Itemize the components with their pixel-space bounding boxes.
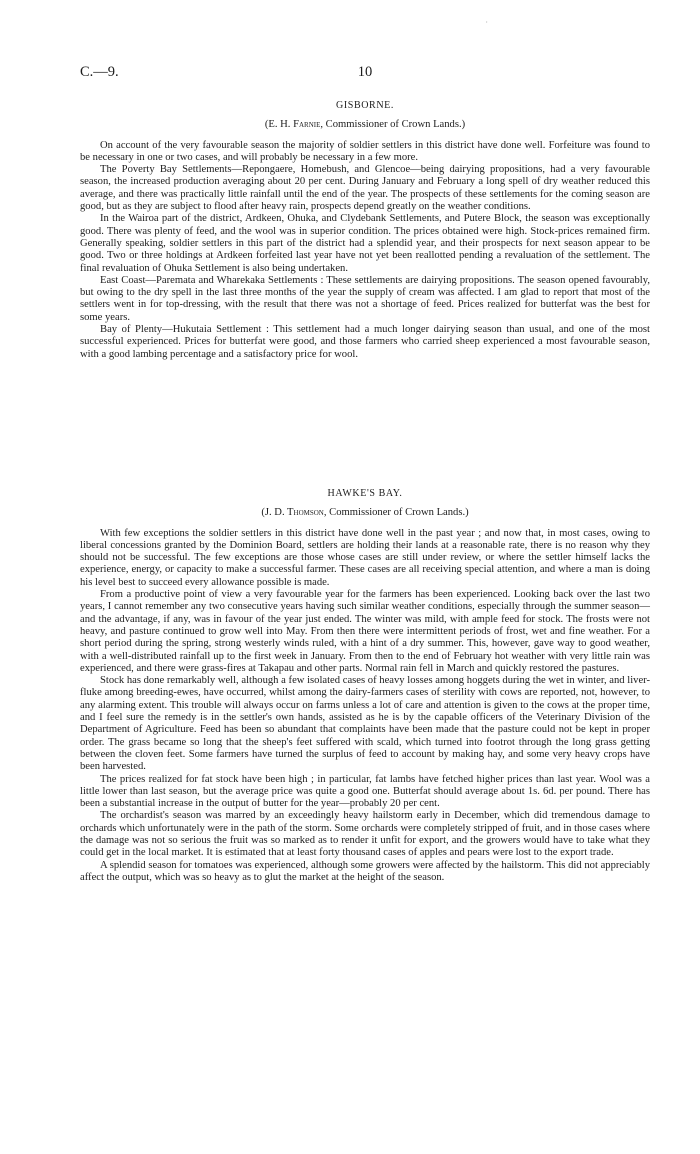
page-header [80,64,650,84]
paragraph: Stock has done remarkably well, although a few isolated cases of heavy losses among hoggets during the wet in winter, and liver-fluke among breeding-ewes, have occurred, whilst among the dairy-farmers cases of sterility with cows are reported, not, however, to any alarming extent. This trouble will always occur on farms unless a lot of care and attention is given to the cows at the proper time, and I feel sure the remedy is in the settler's own hands, assisted as he is by the capable officers of the Veterinary Division of the Department of Agriculture. Feed has been so abundant that complaints have been made that the pasture could not be kept in proper order. The grass became so long that the sheep's feet suffered with scald, which turned into footrot through the long grass getting between the cloven feet. Some farmers have turned the surplus of feed to account by making hay, and some very heavy crops have been harvested. [80,675,650,773]
section-title: HAWKE'S BAY. [327,488,403,499]
paragraph: The orchardist's season was marred by an exceedingly heavy hailstorm early in December, which did tremendous damage to orchards which unfortunately were in the path of the storm. Some orchards were completely stripped of fruit, and in those cases where the damage was not so serious the fruit was so marked as to render it unfit for export, and the growers would have to take what they could get in the local market. It is estimated that at least forty thousand cases of apples and pears were lost to the export trade. [80,810,650,859]
commissioner-line: (J. D. Thomson, Commissioner of Crown Lands.) [261,507,469,519]
paragraph: A splendid season for tomatoes was experienced, although some growers were affected by the hailstorm. This did not appreciably affect the output, which was so heavy as to glut the market at the height of the season. [80,859,650,883]
paragraph: In the Wairoa part of the district, Ardkeen, Ohuka, and Clydebank Settlements, and Putere Block, the season was exceptionally good. There was plenty of feed, and the wool was in superior condition. The prices obtained were high. Stock-prices remained firm. Generally speaking, soldier settlers in this part of the district had a splendid year, and their prospects for next season appear to be good. Two or three holdings at Ardkeen forfeited last year have not yet been reallotted pending a revaluation of the settlement. The final revaluation of Ohuka Settlement is also being undertaken. [80,213,650,274]
commissioner-title: , Commissioner of Crown Lands.) [320,119,466,131]
paragraph: The Poverty Bay Settlements—Repongaere, Homebush, and Glencoe—being dairying propositions, had a very favourable season, the increased production averaging about 20 per cent. During January and February a long spell of dry weather reduced this average, and there was practically little rainfall until the end of the year. The prospects of these settlements for the coming season are good, but as they are subject to flood after heavy rain, prospects depend greatly on the weather conditions. [80,164,650,213]
page-number: 10 [357,64,373,80]
paragraph: East Coast—Paremata and Wharekaka Settlements : These settlements are dairying propositions. The season opened favourably, but owing to the dry spell in the last three months of the year the supply of cream was affected. I am glad to report that most of the settlers went in for top-dressing, with the result that there was not a shortage of feed. Prices realized for butterfat was the best for some years. [80,274,650,323]
commissioner-title: , Commissioner of Crown Lands.) [323,507,469,519]
paragraph: With few exceptions the soldier settlers in this district have done well in the past year ; and now that, in most cases, owing to liberal concessions granted by the Dominion Board, settlers are holding their lands at a reasonable rate, there is no reason why they should not be successful. The few exceptions are those whose cases are still under review, or where the settler himself lacks the experience, energy, or capacity to make a successful farmer. These cases are all receiving special attention, and where a man is doing his level best to succeed every allowance possible is made. [80,527,650,588]
paragraph: The prices realized for fat stock have been high ; in particular, fat lambs have fetched higher prices than last year. Wool was a little lower than last season, but the average price was quite a good one. Butterfat should average about 1s. 6d. per pound. There has been a substantial increase in the output of butter for the year—probably 20 per cent. [80,773,650,810]
scan-mark: · [485,18,488,27]
document-reference: C.—9. [80,64,119,80]
commissioner-name: J. D. Thomson [264,507,324,519]
section-hawkes-bay [80,488,650,884]
commissioner-name: E. H. Farnie [268,119,321,131]
section-title: GISBORNE. [336,100,394,111]
section-gisborne [80,100,650,361]
commissioner-line: (E. H. Farnie, Commissioner of Crown Lands.) [264,119,466,131]
paragraph: On account of the very favourable season the majority of soldier settlers in this district have done well. Forfeiture was found to be necessary in one or two cases, and will probably be necessary in a few more. [80,139,650,163]
paragraph: Bay of Plenty—Hukutaia Settlement : This settlement had a much longer dairying season than usual, and one of the most successful experienced. Prices for butterfat were good, and those farmers who carried sheep experienced a most favourable season, with a good lambing percentage and a satisfactory price for wool. [80,324,650,360]
paragraph: From a productive point of view a very favourable year for the farmers has been experienced. Looking back over the last two years, I cannot remember any two consecutive years having such similar weather conditions, especially through the summer season—and the advantage, if any, was in favour of the year just ended. The winter was mild, with ample feed for stock. The frosts were not heavy, and pasture continued to grow well into May. From then there were intermittent periods of frost, wet and fine weather. For a short period during the spring, strong westerly winds ruled, with a hint of a dry summer. This, however, gave way to good weather, with a well-distributed rainfall up to the first week in January. From then to the end of February hot weather with very little rain was experienced, and there were grass-fires at Takapau and other parts. Normal rain fell in March and quickly restored the pastures. [80,589,650,674]
